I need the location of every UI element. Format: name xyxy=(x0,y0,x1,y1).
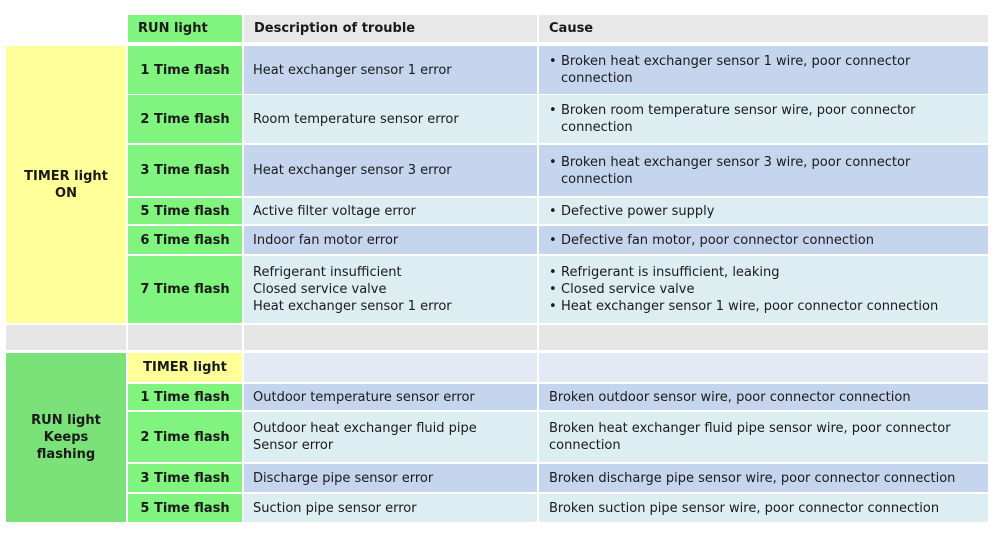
text-lines xyxy=(253,420,477,454)
cause-line: Heat exchanger sensor 1 wire, poor connector connection xyxy=(561,299,939,314)
text-lines xyxy=(253,162,452,179)
bullet-marker: • xyxy=(549,282,557,297)
bullet-line xyxy=(549,53,910,70)
trouble-cause xyxy=(539,226,988,254)
text-line: Outdoor heat exchanger fluid pipe xyxy=(253,421,477,436)
group-label-timer-on xyxy=(6,46,126,323)
cause-line: connection xyxy=(561,171,633,187)
text-lines xyxy=(549,500,939,517)
bullet-marker xyxy=(549,70,561,87)
cause-line: Broken room temperature sensor wire, poor connector xyxy=(561,103,916,118)
header-run-light: RUN light xyxy=(128,15,242,42)
trouble-description xyxy=(244,384,537,410)
bullet-marker: • xyxy=(549,232,557,248)
trouble-cause xyxy=(539,384,988,410)
trouble-cause xyxy=(539,198,988,224)
timer-flash-cell: 1 Time flash xyxy=(128,384,242,410)
trouble-cause xyxy=(539,494,988,522)
text-lines xyxy=(253,470,433,487)
run-flash-cell: 2 Time flash xyxy=(128,95,242,143)
bullet-line xyxy=(549,203,714,220)
text-lines xyxy=(253,264,452,315)
bullet-line xyxy=(549,102,916,119)
cause-line: Broken heat exchanger sensor 3 wire, poor connector xyxy=(561,154,911,170)
trouble-cause xyxy=(539,95,988,143)
bullet-line xyxy=(549,119,916,136)
text-lines xyxy=(549,389,911,406)
text-lines xyxy=(253,62,452,79)
text-line: ON xyxy=(55,185,77,201)
trouble-description xyxy=(244,256,537,323)
bullet-line xyxy=(549,70,910,87)
text-line: Closed service valve xyxy=(253,282,387,297)
bullet-marker: • xyxy=(549,103,557,118)
trouble-description xyxy=(244,46,537,94)
text-line: Keeps xyxy=(43,430,89,445)
cause-line: Defective fan motor, poor connector connection xyxy=(561,232,874,248)
text-line: TIMER light xyxy=(24,168,108,184)
text-lines xyxy=(24,168,108,202)
text-lines xyxy=(253,111,459,128)
trouble-description xyxy=(244,464,537,492)
header-description: Description of trouble xyxy=(244,15,537,42)
bullet-marker: • xyxy=(549,265,557,280)
text-lines xyxy=(549,264,938,315)
text-line: connection xyxy=(549,438,621,453)
trouble-description xyxy=(244,198,537,224)
text-lines xyxy=(31,412,101,463)
spacer-run xyxy=(128,325,242,350)
trouble-description xyxy=(244,412,537,462)
spacer-cause xyxy=(539,325,988,350)
run-flash-cell: 7 Time flash xyxy=(128,256,242,323)
text-lines xyxy=(253,232,398,249)
bullet-line xyxy=(549,298,938,315)
text-line: Active filter voltage error xyxy=(253,203,416,219)
bullet-marker: • xyxy=(549,154,557,170)
text-lines xyxy=(253,500,417,517)
text-line: Outdoor temperature sensor error xyxy=(253,389,475,405)
cause-line: Closed service valve xyxy=(561,282,695,297)
text-line: Refrigerant insufficient xyxy=(253,265,402,280)
text-line: Discharge pipe sensor error xyxy=(253,470,434,486)
text-lines xyxy=(549,203,714,220)
subheader-timer-light: TIMER light xyxy=(128,353,242,382)
text-lines xyxy=(253,389,475,406)
trouble-cause xyxy=(539,145,988,196)
text-line: Heat exchanger sensor 1 error xyxy=(253,62,452,78)
cause-line: connection xyxy=(561,120,633,135)
trouble-cause xyxy=(539,256,988,323)
bullet-line xyxy=(549,171,910,188)
trouble-description xyxy=(244,145,537,196)
text-lines xyxy=(253,203,416,220)
text-line: Broken suction pipe sensor wire, poor connector connection xyxy=(549,500,940,516)
text-lines xyxy=(549,232,874,249)
header-cause: Cause xyxy=(539,15,988,42)
spacer-description xyxy=(244,325,537,350)
bullet-line xyxy=(549,154,910,171)
cause-line: Defective power supply xyxy=(561,203,715,219)
cause-line: Broken heat exchanger sensor 1 wire, poor connector xyxy=(561,54,911,69)
bullet-marker: • xyxy=(549,299,557,314)
subheader-cause-blank xyxy=(539,353,988,382)
bullet-line xyxy=(549,232,874,249)
cause-line: connection xyxy=(561,71,633,86)
bullet-marker: • xyxy=(549,54,557,69)
bullet-marker xyxy=(549,119,561,136)
text-line: Broken discharge pipe sensor wire, poor connector connection xyxy=(549,470,956,486)
text-line: Room temperature sensor error xyxy=(253,111,459,127)
text-line: Broken heat exchanger fluid pipe sensor wire, poor connector xyxy=(549,421,951,436)
text-line: Heat exchanger sensor 3 error xyxy=(253,163,452,178)
text-line: Broken outdoor sensor wire, poor connector connection xyxy=(549,389,911,405)
trouble-cause xyxy=(539,412,988,462)
text-line: Heat exchanger sensor 1 error xyxy=(253,299,452,314)
run-flash-cell: 5 Time flash xyxy=(128,198,242,224)
bullet-marker xyxy=(549,171,561,188)
run-flash-cell: 1 Time flash xyxy=(128,46,242,94)
trouble-cause xyxy=(539,464,988,492)
text-lines xyxy=(549,53,910,87)
trouble-description xyxy=(244,95,537,143)
bullet-marker: • xyxy=(549,203,557,219)
spacer-group xyxy=(6,325,126,350)
run-flash-cell: 6 Time flash xyxy=(128,226,242,254)
bullet-line xyxy=(549,264,938,281)
text-lines xyxy=(549,154,910,188)
text-lines xyxy=(549,420,951,454)
trouble-description xyxy=(244,494,537,522)
text-line: Suction pipe sensor error xyxy=(253,500,417,516)
timer-flash-cell: 5 Time flash xyxy=(128,494,242,522)
bullet-line xyxy=(549,281,938,298)
text-lines xyxy=(549,102,916,136)
text-lines xyxy=(549,470,955,487)
group-label-run-flashing xyxy=(6,353,126,522)
cause-line: Refrigerant is insufficient, leaking xyxy=(561,265,780,280)
text-line: Sensor error xyxy=(253,438,334,453)
timer-flash-cell: 3 Time flash xyxy=(128,464,242,492)
trouble-description xyxy=(244,226,537,254)
text-line: Indoor fan motor error xyxy=(253,232,399,248)
timer-flash-cell: 2 Time flash xyxy=(128,412,242,462)
text-line: RUN light xyxy=(31,413,101,428)
run-flash-cell: 3 Time flash xyxy=(128,145,242,196)
text-line: flashing xyxy=(36,447,96,462)
subheader-description-blank xyxy=(244,353,537,382)
trouble-cause xyxy=(539,46,988,94)
